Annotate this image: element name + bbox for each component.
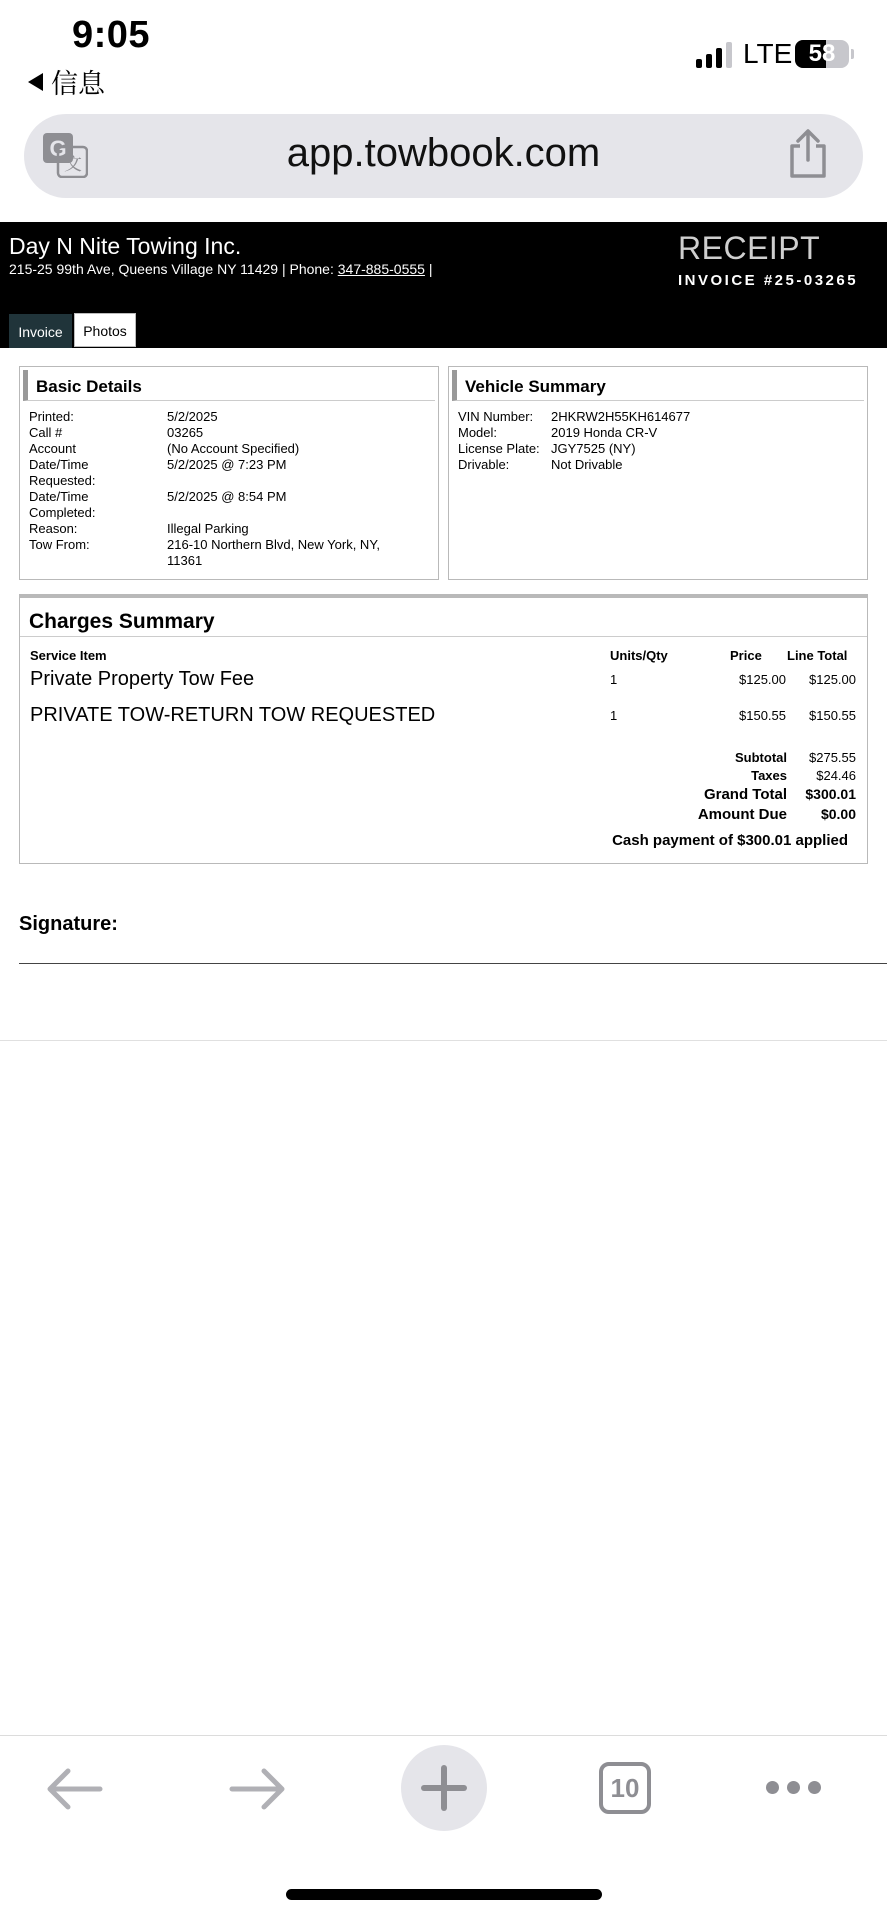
grand-total-value: $300.01 xyxy=(805,786,856,802)
network-type: LTE xyxy=(743,38,793,69)
vin-label: VIN Number: xyxy=(458,409,534,424)
taxes-label: Taxes xyxy=(751,768,787,783)
charge-item-price: $150.55 xyxy=(739,708,786,723)
divider xyxy=(20,636,867,637)
charge-item-units: 1 xyxy=(610,708,618,723)
requested-value: 5/2/2025 @ 7:23 PM xyxy=(167,457,287,472)
back-app-label: 信息 xyxy=(51,69,105,99)
model-value: 2019 Honda CR-V xyxy=(551,425,658,440)
share-icon[interactable] xyxy=(786,128,830,180)
battery-nub xyxy=(851,49,854,59)
taxes-value: $24.46 xyxy=(816,768,856,783)
phone-link[interactable]: 347-885-0555 xyxy=(337,261,425,277)
grand-total-label: Grand Total xyxy=(703,786,787,803)
more-icon[interactable] xyxy=(766,1781,821,1794)
translate-icon[interactable] xyxy=(42,132,88,178)
plus-icon xyxy=(421,1785,467,1791)
invoice-number: INVOICE #25-03265 xyxy=(678,272,859,289)
basic-details-panel xyxy=(19,366,439,580)
col-units: Units/Qty xyxy=(610,648,668,663)
model-label: Model: xyxy=(458,425,498,440)
call-value: 03265 xyxy=(167,425,204,440)
status-time: 9:05 xyxy=(72,14,151,56)
completed-label-2: Completed: xyxy=(29,505,96,520)
reason-value: Illegal Parking xyxy=(167,521,249,536)
battery-icon xyxy=(795,40,849,68)
back-to-app-link[interactable] xyxy=(28,62,105,101)
svg-text:G: G xyxy=(49,136,67,161)
requested-label-2: Requested: xyxy=(29,473,96,488)
tow-from-label: Tow From: xyxy=(29,537,90,552)
account-value: (No Account Specified) xyxy=(167,441,300,456)
plate-label: License Plate: xyxy=(458,441,540,456)
subtotal-value: $275.55 xyxy=(809,750,856,765)
toolbar-divider xyxy=(0,1735,887,1736)
signature-label: Signature: xyxy=(19,913,118,935)
tow-from-value: 216-10 Northern Blvd, New York, NY, xyxy=(167,537,380,552)
subtotal-label: Subtotal xyxy=(735,750,787,765)
company-address xyxy=(9,261,432,277)
tabs-button[interactable]: 10 xyxy=(599,1762,651,1814)
forward-arrow-icon[interactable] xyxy=(228,1766,288,1812)
cellular-signal-icon xyxy=(696,42,732,68)
svg-text:文: 文 xyxy=(64,154,82,175)
panel-header xyxy=(23,370,435,401)
charge-item-name: Private Property Tow Fee xyxy=(30,668,255,690)
charge-item-total: $150.55 xyxy=(809,708,856,723)
vehicle-summary-panel xyxy=(448,366,868,580)
col-price: Price xyxy=(730,648,762,663)
col-line-total: Line Total xyxy=(787,648,848,663)
tow-from-value-2: 11361 xyxy=(167,553,203,568)
requested-label: Date/Time xyxy=(29,457,89,472)
call-label: Call # xyxy=(29,425,63,440)
charges-summary-panel xyxy=(19,594,868,864)
basic-details-title: Basic Details xyxy=(36,377,142,396)
completed-value: 5/2/2025 @ 8:54 PM xyxy=(167,489,287,504)
signature-line xyxy=(19,963,887,964)
amount-due-value: $0.00 xyxy=(820,806,856,822)
drivable-value: Not Drivable xyxy=(551,457,623,472)
home-indicator xyxy=(286,1889,602,1900)
payment-note: Cash payment of $300.01 applied xyxy=(612,832,848,849)
page-end-divider xyxy=(0,1040,887,1041)
charge-item-total: $125.00 xyxy=(809,672,856,687)
drivable-label: Drivable: xyxy=(458,457,510,472)
company-name: Day N Nite Towing Inc. xyxy=(9,233,242,259)
back-triangle-icon xyxy=(28,73,43,91)
battery-level: 58 xyxy=(808,40,836,67)
charge-item-name: PRIVATE TOW-RETURN TOW REQUESTED xyxy=(30,704,436,726)
address-text: 215-25 99th Ave, Queens Village NY 11429 | Phone: xyxy=(9,261,338,277)
charges-title: Charges Summary xyxy=(29,610,215,633)
back-arrow-icon[interactable] xyxy=(44,1766,104,1812)
reason-label: Reason: xyxy=(29,521,78,536)
col-service-item: Service Item xyxy=(30,648,107,663)
vehicle-summary-title: Vehicle Summary xyxy=(465,377,606,396)
panel-header xyxy=(452,370,864,401)
address-end: | xyxy=(424,261,433,277)
tab-photos[interactable]: Photos xyxy=(74,313,136,347)
plate-value: JGY7525 (NY) xyxy=(551,441,636,456)
completed-label: Date/Time xyxy=(29,489,89,504)
vin-value: 2HKRW2H55KH614677 xyxy=(551,409,691,424)
tab-invoice[interactable]: Invoice xyxy=(9,314,72,348)
charge-item-units: 1 xyxy=(610,672,618,687)
charge-item-price: $125.00 xyxy=(739,672,786,687)
url-text[interactable]: app.towbook.com xyxy=(286,131,601,175)
printed-label: Printed: xyxy=(29,409,74,424)
receipt-title: RECEIPT xyxy=(678,230,821,266)
amount-due-label: Amount Due xyxy=(697,806,787,823)
printed-value: 5/2/2025 xyxy=(167,409,218,424)
account-label: Account xyxy=(29,441,76,456)
